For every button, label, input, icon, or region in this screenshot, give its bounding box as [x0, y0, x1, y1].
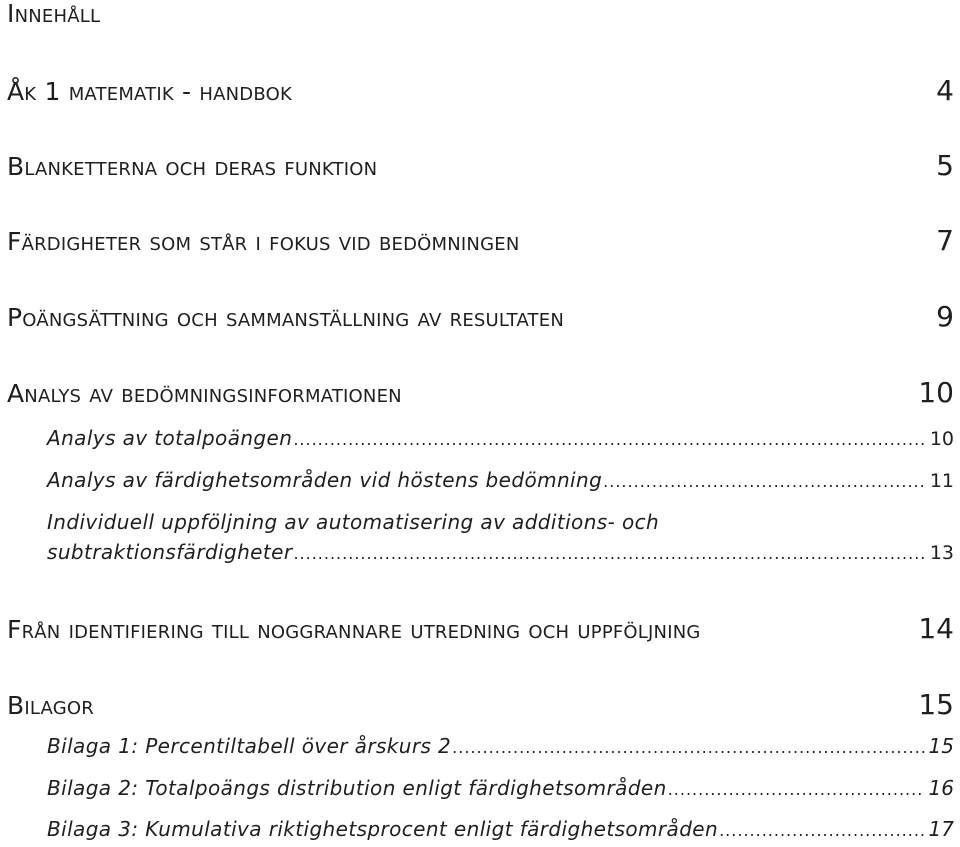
chapter-label: Bilagor: [7, 691, 94, 720]
toc-title-text: Innehåll: [7, 0, 101, 28]
chapter-page-number: 5: [936, 149, 954, 182]
dot-leader: [668, 780, 925, 799]
section-label-line1: Individuell uppföljning av automatisering av additions- och: [47, 510, 660, 534]
section-label-line2-row: [47, 540, 954, 564]
toc-section[interactable]: [47, 734, 954, 758]
section-page-number: 16: [928, 776, 954, 800]
chapter-label: Från identifiering till noggrannare utredning och uppföljning: [7, 615, 701, 644]
toc-section[interactable]: [47, 776, 954, 800]
toc-section[interactable]: [47, 468, 954, 492]
section-label: Bilaga 1: Percentiltabell över årskurs 2: [47, 734, 452, 758]
toc-section[interactable]: [47, 510, 954, 564]
toc-chapter[interactable]: [7, 74, 954, 107]
toc-chapter[interactable]: [7, 376, 954, 409]
chapter-page-number: 14: [918, 612, 954, 645]
section-label: Bilaga 2: Totalpoängs distribution enligt färdighetsområden: [47, 776, 667, 800]
chapter-page-number: 7: [936, 224, 954, 257]
section-page-number: 15: [928, 734, 954, 758]
section-label: Analys av färdighetsområden vid höstens bedömning: [47, 468, 603, 492]
dot-leader: [603, 472, 926, 491]
chapter-label: Blanketterna och deras funktion: [7, 152, 378, 181]
dot-leader: [452, 738, 924, 757]
section-page-number: 13: [929, 542, 954, 564]
dot-leader: [719, 821, 924, 840]
chapter-page-number: 10: [918, 376, 954, 409]
section-label-line2: subtraktionsfärdigheter: [47, 540, 293, 564]
toc-chapter[interactable]: [7, 149, 954, 182]
section-label: Bilaga 3: Kumulativa riktighetsprocent enligt färdighetsområden: [47, 817, 719, 841]
section-page-number: 17: [928, 817, 954, 841]
section-page-number: 11: [929, 470, 954, 492]
chapter-label: Analys av bedömningsinformationen: [7, 379, 402, 408]
dot-leader: [293, 430, 926, 449]
toc-chapter[interactable]: [7, 612, 954, 645]
section-page-number: 10: [929, 428, 954, 450]
section-label: Analys av totalpoängen: [47, 426, 293, 450]
dot-leader: [293, 544, 925, 563]
chapter-page-number: 4: [936, 74, 954, 107]
chapter-label: Åk 1 matematik - handbok: [7, 77, 292, 106]
toc-title: [7, 0, 100, 28]
toc-chapter[interactable]: [7, 224, 954, 257]
chapter-page-number: 15: [918, 688, 954, 721]
toc-section[interactable]: [47, 426, 954, 450]
chapter-label: Poängsättning och sammanställning av resultaten: [7, 303, 564, 332]
toc-chapter[interactable]: [7, 688, 954, 721]
toc-section[interactable]: [47, 817, 954, 841]
toc-chapter[interactable]: [7, 300, 954, 333]
chapter-page-number: 9: [936, 300, 954, 333]
chapter-label: Färdigheter som står i fokus vid bedömningen: [7, 227, 520, 256]
